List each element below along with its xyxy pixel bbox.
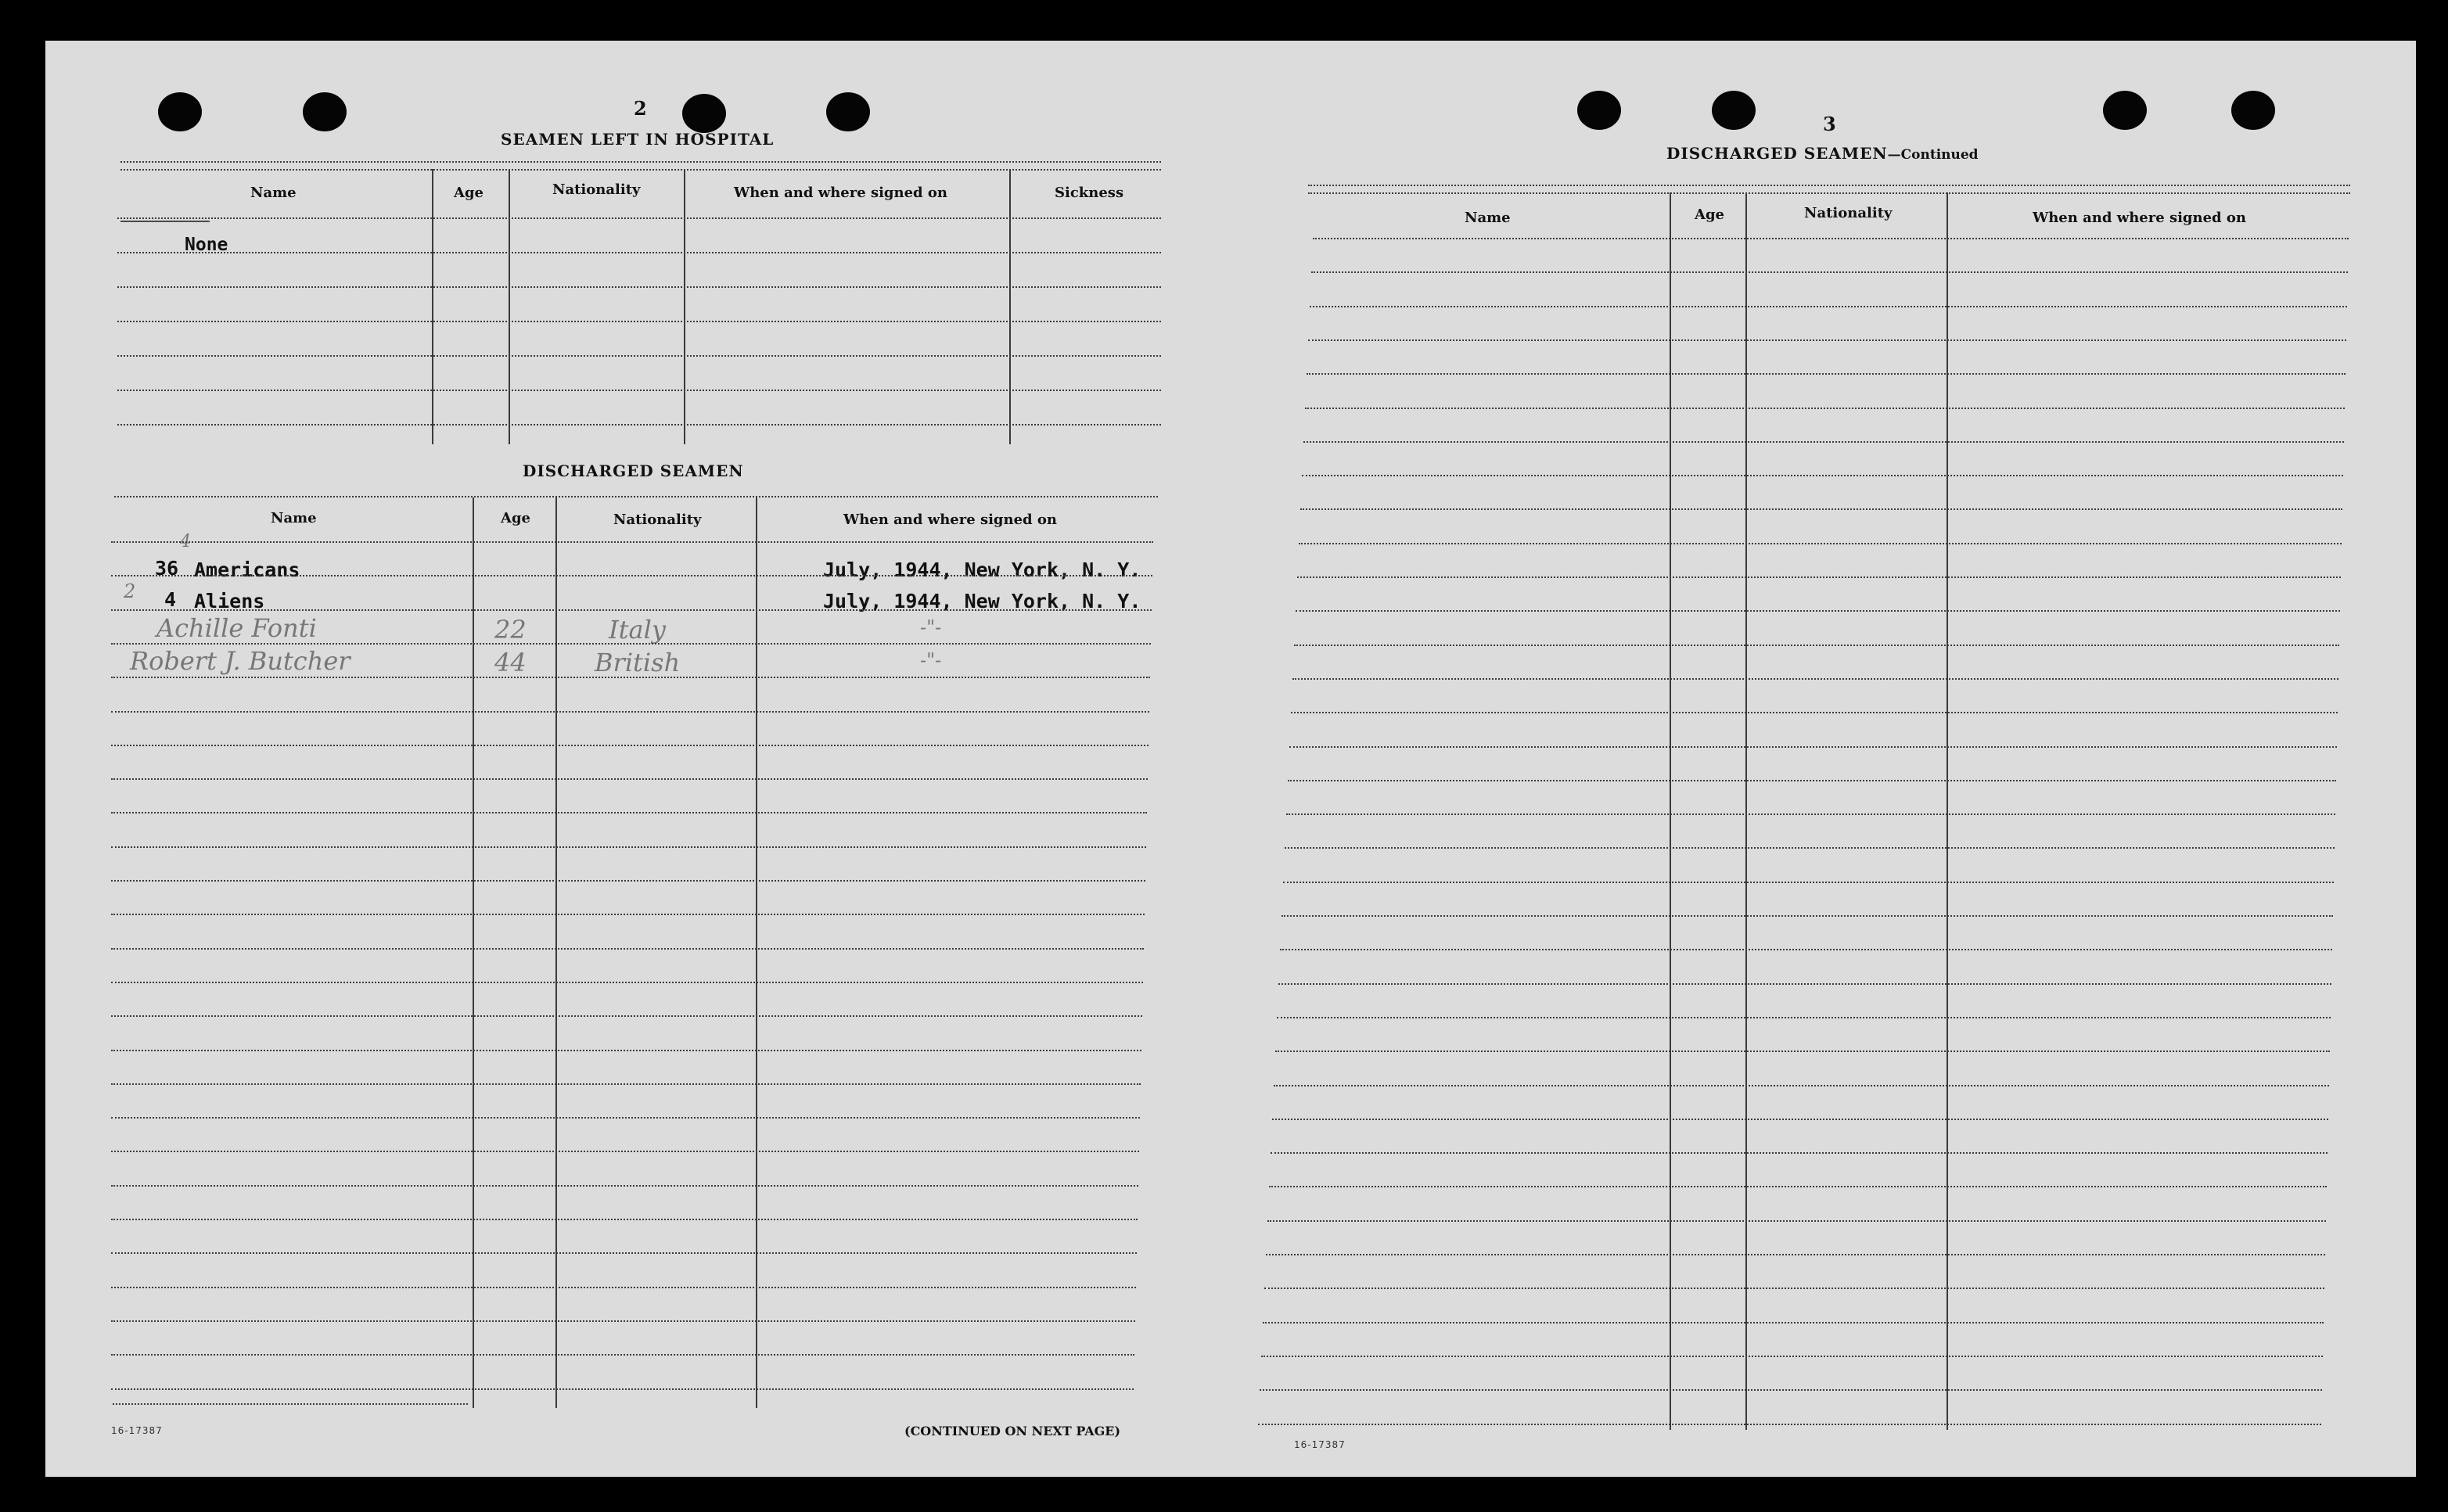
ruled-line <box>117 286 1161 288</box>
hospital-entry: None <box>185 235 228 255</box>
handwritten-nationality: British <box>595 648 681 677</box>
column-divider <box>555 497 557 1408</box>
ruled-line <box>1278 983 2331 985</box>
ruled-line <box>111 948 1144 950</box>
handwritten-age: 22 <box>494 615 527 645</box>
ruled-line <box>1308 192 2350 194</box>
column-divider <box>473 497 474 1408</box>
continued-note: (CONTINUED ON NEXT PAGE) <box>904 1424 1121 1438</box>
column-header-sickness: Sickness <box>1055 185 1124 201</box>
column-header-nationality: Nationality <box>1804 205 1893 221</box>
ruled-line <box>1286 813 2335 815</box>
ruled-line <box>117 217 1161 219</box>
ruled-line <box>111 541 1153 543</box>
ruled-line <box>111 677 1150 678</box>
column-header-age: Age <box>1695 207 1725 223</box>
manifest-sheet <box>45 41 2416 1477</box>
punch-hole <box>158 92 202 131</box>
ruled-line <box>111 1117 1140 1119</box>
ruled-line <box>1283 882 2334 883</box>
ruled-line <box>111 880 1145 882</box>
ruled-line <box>111 1388 1134 1390</box>
punch-hole <box>303 92 347 131</box>
column-header-nationality: Nationality <box>613 512 702 528</box>
ruled-line <box>111 1252 1137 1254</box>
ruled-line <box>1289 746 2337 748</box>
handwritten-nationality: Italy <box>609 615 666 645</box>
table-top-rule <box>120 161 1161 163</box>
ruled-line <box>1292 678 2338 680</box>
row-signed-on: July, 1944, New York, N. Y. <box>823 558 1141 581</box>
row-signed-on: July, 1944, New York, N. Y. <box>823 590 1141 612</box>
page-number: 3 <box>1823 113 1836 135</box>
bottom-rule <box>113 1403 468 1405</box>
column-divider <box>1009 169 1011 444</box>
ruled-line <box>111 1320 1135 1322</box>
ruled-line <box>1274 1085 2329 1086</box>
ruled-line <box>1288 780 2336 781</box>
ruled-line <box>1266 1254 2325 1255</box>
ruled-line <box>1310 306 2347 307</box>
ruled-line <box>111 846 1146 848</box>
punch-hole <box>1712 91 1756 130</box>
header-underline <box>120 221 210 222</box>
punch-hole <box>2103 91 2147 130</box>
ruled-line <box>111 982 1143 983</box>
ruled-line <box>111 1354 1134 1356</box>
hospital-section-title: SEAMEN LEFT IN HOSPITAL <box>501 130 775 149</box>
column-header-signed-on: When and where signed on <box>843 512 1057 528</box>
column-header-name: Name <box>250 185 297 201</box>
ruled-line <box>1264 1288 2324 1289</box>
column-divider <box>1947 192 1948 1430</box>
ruled-line <box>1285 847 2335 849</box>
ruled-line <box>111 1287 1136 1288</box>
ruled-line <box>1269 1186 2327 1187</box>
margin-mark: 2 <box>124 580 136 602</box>
column-divider <box>1745 192 1747 1430</box>
handwritten-name: Robert J. Butcher <box>130 646 350 676</box>
ruled-line <box>1305 408 2345 409</box>
handwritten-age: 44 <box>494 648 527 677</box>
ruled-line <box>1299 543 2342 544</box>
punch-hole <box>826 92 870 131</box>
row-count: 4 <box>164 588 177 611</box>
ruled-line <box>111 1219 1138 1220</box>
ruled-line <box>1308 185 2350 186</box>
ruled-line <box>1303 441 2344 443</box>
ruled-line <box>114 496 1158 497</box>
ruled-line <box>1302 475 2343 476</box>
punch-hole <box>1577 91 1621 130</box>
discharged-section-title: DISCHARGED SEAMEN <box>523 462 744 480</box>
ruled-line <box>111 575 1152 576</box>
ruled-line <box>111 1050 1141 1051</box>
column-divider <box>432 169 433 444</box>
margin-mark: 4 <box>180 532 191 551</box>
ruled-line <box>1296 610 2340 612</box>
ruled-line <box>1308 339 2346 341</box>
row-name: Americans <box>194 558 300 581</box>
column-divider <box>509 169 510 444</box>
handwritten-signed-on: -"- <box>920 649 942 671</box>
ruled-line <box>1300 508 2342 510</box>
ruled-line <box>1311 271 2348 273</box>
punch-hole <box>682 94 726 133</box>
ruled-line <box>117 390 1161 391</box>
ruled-line <box>1261 1356 2323 1357</box>
column-header-nationality: Nationality <box>552 181 641 198</box>
page-number: 2 <box>634 97 647 120</box>
ruled-line <box>1297 576 2341 578</box>
column-divider <box>1670 192 1671 1430</box>
ruled-line <box>1313 238 2349 239</box>
ruled-line <box>111 1015 1142 1017</box>
ruled-line <box>1280 949 2332 950</box>
row-name: Aliens <box>194 590 265 612</box>
ruled-line <box>1275 1050 2330 1052</box>
ruled-line <box>1260 1389 2322 1391</box>
ruled-line <box>111 609 1152 611</box>
row-count: 36 <box>155 557 179 580</box>
ruled-line <box>111 914 1145 915</box>
form-code: 16-17387 <box>111 1425 163 1436</box>
punch-hole <box>2231 91 2275 130</box>
ruled-line <box>111 711 1149 713</box>
ruled-line <box>1277 1017 2331 1018</box>
ruled-line <box>111 745 1149 746</box>
ruled-line <box>1263 1322 2324 1323</box>
ruled-line <box>1271 1152 2328 1154</box>
form-code: 16-17387 <box>1294 1439 1346 1450</box>
title-main: DISCHARGED SEAMEN <box>1666 144 1888 163</box>
ruled-line <box>1272 1119 2328 1120</box>
ruled-line <box>117 252 1161 253</box>
ruled-line <box>111 778 1148 780</box>
ruled-line <box>111 812 1147 813</box>
ruled-line <box>1307 373 2346 375</box>
handwritten-signed-on: -"- <box>920 616 942 638</box>
ruled-line <box>117 355 1161 357</box>
column-header-age: Age <box>501 510 531 526</box>
column-header-signed-on: When and where signed on <box>734 185 947 201</box>
column-divider <box>756 497 757 1408</box>
table-top-rule <box>120 169 1161 171</box>
ruled-line <box>1291 712 2338 713</box>
ruled-line <box>117 424 1161 426</box>
column-header-age: Age <box>454 185 484 201</box>
ruled-line <box>1282 915 2333 917</box>
ruled-line <box>111 1083 1141 1085</box>
column-header-signed-on: When and where signed on <box>2033 210 2246 226</box>
ruled-line <box>1294 645 2339 646</box>
ruled-line <box>111 643 1151 645</box>
column-header-name: Name <box>1465 210 1511 226</box>
ruled-line <box>117 321 1161 322</box>
discharged-continued-title <box>1666 144 1979 163</box>
ruled-line <box>111 1151 1139 1152</box>
ruled-line <box>1267 1220 2326 1222</box>
column-divider <box>684 169 685 444</box>
ruled-line <box>111 1185 1138 1187</box>
title-suffix: —Continued <box>1887 147 1979 163</box>
ruled-line <box>1258 1424 2321 1425</box>
handwritten-name: Achille Fonti <box>156 613 317 643</box>
column-header-name: Name <box>271 510 317 526</box>
